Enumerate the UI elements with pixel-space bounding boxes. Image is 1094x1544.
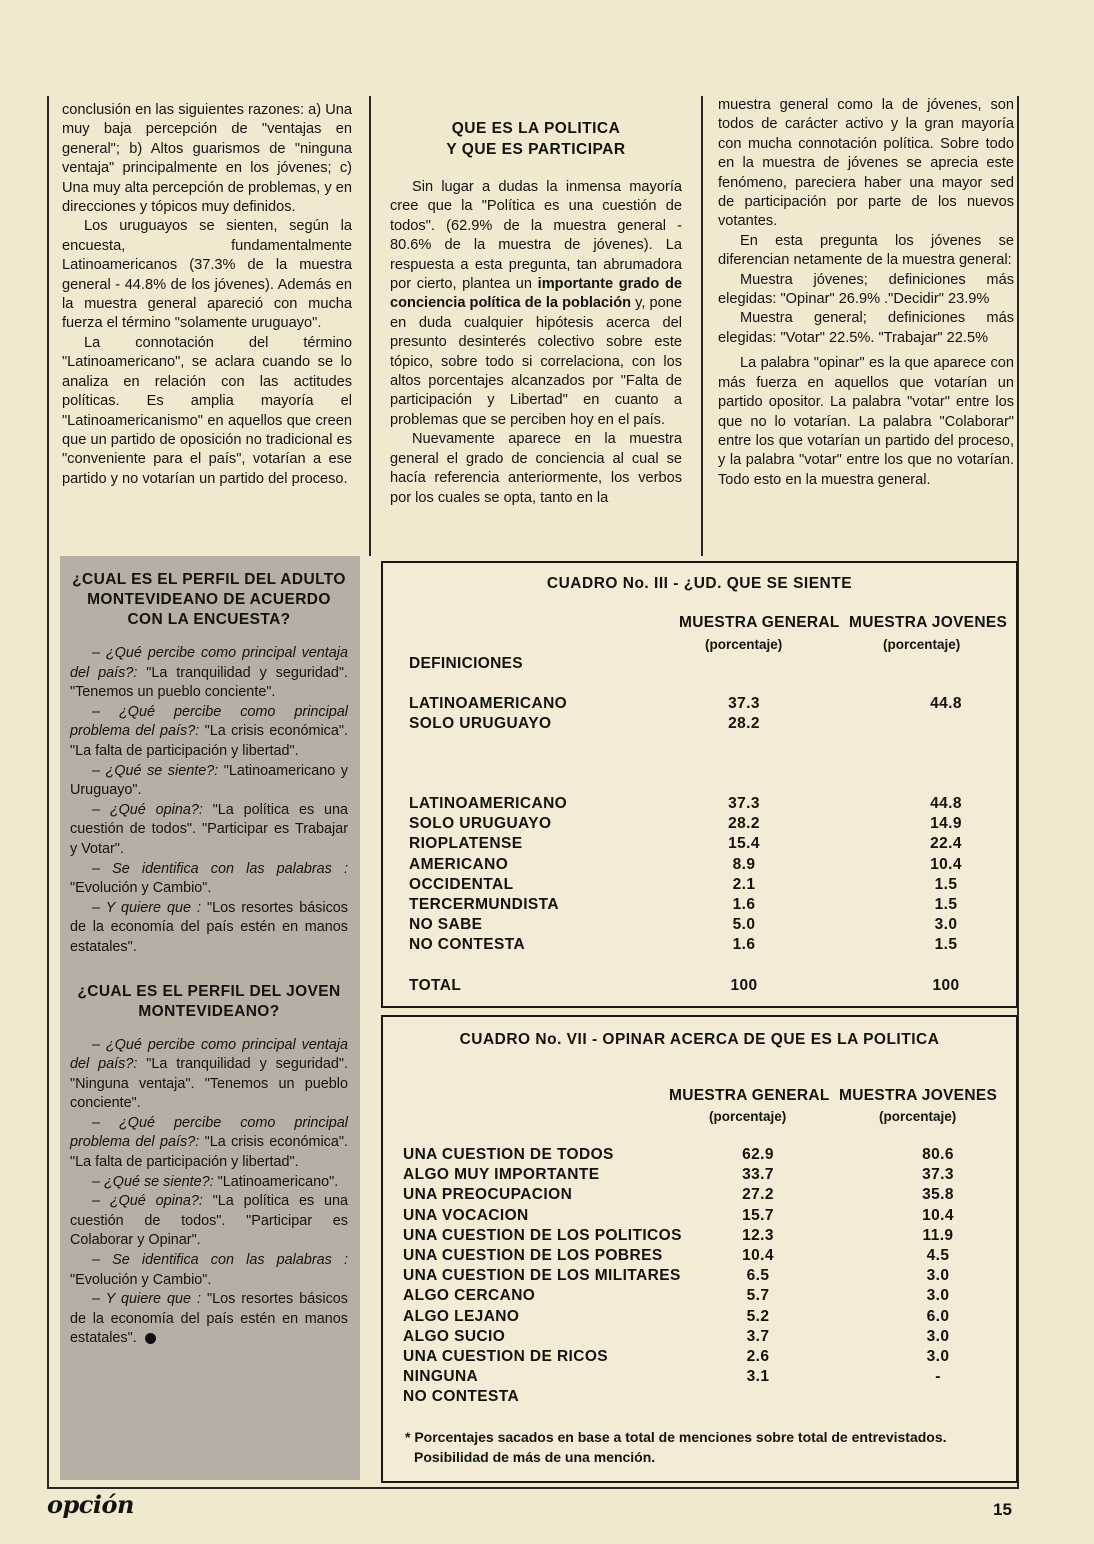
row-label: TOTAL [409, 977, 462, 994]
value-jovenes: 11.9 [922, 1226, 954, 1244]
paragraph: Muestra jóvenes; definiciones más elegidas: "Opinar" 26.9% ."Decidir" 23.9% [718, 271, 1014, 308]
frame-bottom-rule [47, 1487, 1017, 1489]
value-jovenes: 1.5 [934, 895, 958, 913]
paragraph: Nuevamente aparece en la muestra general el grado de conciencia al cual se hacía referencia anteriormente, los verbos por los cuales se opta, tanto en la [390, 431, 682, 506]
value-jovenes: 14.9 [930, 815, 962, 833]
value-general: 2.6 [746, 1347, 770, 1365]
value-general: 5.2 [746, 1307, 770, 1325]
value-jovenes: 6.0 [926, 1307, 950, 1325]
value-general: 6.5 [746, 1267, 770, 1285]
profile-answer: "Latinoamericano y Uruguayo". [70, 762, 348, 799]
profile-item [70, 860, 348, 899]
profile-answer: "Evolución y Cambio". [70, 1271, 212, 1288]
column-header-general: MUESTRA GENERAL [669, 1087, 830, 1104]
row-label: UNA VOCACION [403, 1206, 529, 1224]
paragraph: conclusión en las siguientes razones: a) Una muy baja percepción de "ventajas en general"; b) Altos guarismos de "ninguna ventaja" principalmente en los jóvenes; c) Una muy alta percepción de problemas, y en direcciones y tópicos muy definidos. [62, 102, 352, 216]
value-general: 3.1 [746, 1368, 770, 1386]
row-label: NO SABE [409, 916, 483, 934]
value-jovenes: 1.5 [934, 936, 958, 954]
profile-item [70, 762, 348, 801]
profile-answer: "Latinoamericano". [213, 1173, 339, 1190]
value-jovenes: - [935, 1368, 941, 1386]
value-general: 15.4 [728, 835, 760, 853]
profile-answer: "La política es una cuestión de todos". "Participar es Colaborar y Opinar". [70, 1193, 348, 1249]
profile-item [70, 1251, 348, 1290]
value-general: 8.9 [732, 855, 756, 873]
row-label: UNA CUESTION DE LOS POLITICOS [403, 1226, 682, 1244]
emphasis-text: importante grado de conciencia política de la población [390, 276, 682, 312]
value-general: 100 [730, 977, 758, 994]
column-header-jovenes: MUESTRA JOVENES [849, 614, 1008, 631]
profile-item [70, 1173, 348, 1193]
row-label: SOLO URUGUAYO [409, 715, 552, 733]
profile-item [70, 703, 348, 762]
profile-question: – ¿Qué percibe como principal problema del país?: [70, 703, 348, 740]
value-jovenes: 44.8 [930, 695, 962, 712]
value-general: 10.4 [742, 1246, 774, 1264]
profile-item [70, 644, 348, 703]
column-header-general: MUESTRA GENERAL [679, 614, 840, 631]
profile-question: – ¿Qué se siente?: [92, 762, 219, 779]
value-jovenes: 1.5 [934, 875, 958, 893]
profile-question: – ¿Qué percibe como principal ventaja del país?: [70, 645, 348, 681]
value-jovenes: 3.0 [926, 1267, 950, 1285]
profile-item [70, 1192, 348, 1251]
profile-answer: "La política es una cuestión de todos". "Participar es Trabajar y Votar". [70, 801, 348, 857]
column-header-jovenes: MUESTRA JOVENES [839, 1087, 998, 1104]
profile-question: – Se identifica con las palabras : [92, 1252, 348, 1269]
profile-question: – ¿Qué opina?: [92, 1193, 203, 1210]
value-general: 3.7 [746, 1327, 770, 1345]
profile-item [70, 1036, 348, 1114]
profile-question: – ¿Qué opina?: [92, 801, 203, 818]
sidebar-heading: ¿CUAL ES EL PERFIL DEL ADULTO MONTEVIDEANO DE ACUERDO CON LA ENCUESTA? [72, 571, 346, 628]
magazine-logo: opción [47, 1490, 134, 1519]
row-label: ALGO CERCANO [403, 1287, 536, 1305]
article-column-1 [62, 101, 352, 489]
row-label: NINGUNA [403, 1368, 479, 1386]
value-general: 33.7 [742, 1166, 774, 1184]
value-jovenes: 37.3 [922, 1166, 954, 1184]
article-column-2 [390, 118, 682, 508]
row-label: ALGO LEJANO [403, 1307, 520, 1325]
row-label: UNA CUESTION DE LOS MILITARES [403, 1267, 681, 1285]
row-label: UNA CUESTION DE TODOS [403, 1146, 614, 1163]
adult-profile-box [60, 570, 360, 958]
profile-question: – Y quiere que : [92, 899, 201, 916]
value-jovenes: 3.0 [934, 916, 958, 934]
unit-label: (porcentaje) [883, 637, 961, 652]
paragraph: muestra general como la de jóvenes, son todos de carácter activo y la gran mayoría con mucha connotación política. Sobre todo en la muestra de jóvenes se aprecia este fenómeno, pareciera haber una mayor sed de participación por parte de los nuevos votantes. [718, 97, 1014, 230]
value-jovenes: 22.4 [930, 835, 962, 853]
text-run: Sin lugar a dudas la inmensa mayoría cree que la "Política es una cuestión de todos". (62.9% de la muestra general - 80.6% de la muestra de jóvenes). La respuesta a esta pregunta, tan abrumadora por cierto, plantea un [390, 179, 682, 293]
row-label: UNA PREOCUPACION [403, 1186, 573, 1204]
unit-label: (porcentaje) [709, 1109, 787, 1124]
column-rule [701, 96, 703, 556]
row-label: LATINOAMERICANO [409, 795, 568, 812]
paragraph: Muestra general; definiciones más elegidas: "Votar" 22.5%. "Trabajar" 22.5% [718, 310, 1014, 346]
row-label: LATINOAMERICANO [409, 695, 568, 712]
value-jovenes: 3.0 [926, 1287, 950, 1305]
profile-answer: "Evolución y Cambio". [70, 880, 212, 897]
adult-profile-list [70, 644, 348, 958]
paragraph: Los uruguayos se sienten, según la encuesta, fundamentalmente Latinoamericanos (37.3% de la muestra general - 44.8% de los jóvenes). Además en la muestra general apareció con mucha fuerza el término "solamente uruguayo". [62, 218, 352, 332]
page-number: 15 [993, 1500, 1012, 1519]
value-general: 37.3 [728, 795, 760, 812]
row-label: AMERICANO [409, 855, 509, 873]
profile-question: – ¿Qué percibe como principal ventaja del país?: [70, 1036, 348, 1073]
profile-sidebar [60, 556, 360, 1480]
column-rule [369, 96, 371, 556]
profile-item [70, 801, 348, 860]
profile-answer: "La crisis económica". "La falta de participación y libertad". [70, 723, 348, 759]
value-general: 1.6 [732, 936, 756, 954]
table-cuadro-vii [381, 1015, 1018, 1483]
value-general: 5.0 [732, 916, 756, 934]
section-heading-line: Y QUE ES PARTICIPAR [446, 141, 626, 158]
value-jovenes: 100 [932, 977, 960, 994]
young-profile-list [70, 1036, 348, 1350]
profile-answer: "La tranquilidad y seguridad". "Tenemos un pueblo conciente". [70, 664, 348, 701]
row-label: TERCERMUNDISTA [409, 895, 559, 913]
paragraph [390, 178, 682, 430]
value-jovenes: 10.4 [922, 1206, 954, 1224]
value-general: 37.3 [728, 695, 760, 712]
row-header-label: DEFINICIONES [409, 655, 523, 672]
profile-answer: "La crisis económica". "La falta de participación y libertad". [70, 1134, 348, 1171]
profile-item [70, 899, 348, 958]
profile-question: – ¿Qué percibe como principal problema del país?: [70, 1114, 348, 1151]
profile-answer: "La tranquilidad y seguridad". "Ninguna ventaja". "Tenemos un pueblo conciente". [70, 1056, 348, 1112]
frame-left-rule [47, 96, 49, 1489]
row-label: OCCIDENTAL [409, 875, 514, 893]
value-general: 28.2 [728, 815, 760, 833]
value-jovenes: 3.0 [926, 1347, 950, 1365]
end-mark-icon [145, 1333, 156, 1344]
row-label: ALGO MUY IMPORTANTE [403, 1166, 600, 1184]
section-heading-line: QUE ES LA POLITICA [451, 120, 621, 137]
profile-answer: "Los resortes básicos de la economía del país estén en manos estatales". [70, 1291, 348, 1347]
unit-label: (porcentaje) [879, 1109, 957, 1124]
row-label: NO CONTESTA [409, 936, 526, 954]
footnote-line: Posibilidad de más de una mención. [414, 1449, 656, 1465]
value-jovenes: 3.0 [926, 1327, 950, 1345]
paragraph: La connotación del término "Latinoamericano", se aclara cuando se lo analiza en relación con las actitudes políticas. Es amplia mayoría el "Latinoamericanismo" en aquellos que creen que un partido de oposición no tradicional es "conveniente para el país", votarían a ese partido y no votarían un partido del proceso. [62, 334, 352, 487]
value-general: 2.1 [732, 875, 756, 893]
value-jovenes: 4.5 [926, 1246, 950, 1264]
value-general: 12.3 [742, 1226, 774, 1244]
value-jovenes: 35.8 [922, 1186, 954, 1204]
profile-answer: "Los resortes básicos de la economía del país estén en manos estatales". [70, 899, 348, 955]
unit-label: (porcentaje) [705, 637, 783, 652]
row-label: UNA CUESTION DE LOS POBRES [403, 1246, 663, 1264]
row-label: NO CONTESTA [403, 1388, 520, 1406]
value-jovenes: 10.4 [930, 855, 962, 873]
sidebar-heading: ¿CUAL ES EL PERFIL DEL JOVEN MONTEVIDEANO? [77, 982, 341, 1020]
value-general: 5.7 [746, 1287, 770, 1305]
young-profile-box [60, 982, 360, 1350]
paragraph: La palabra "opinar" es la que aparece con más fuerza en aquellos que votarían un partido opositor. La palabra "votar" entre los que no lo votarían. La palabra "Colaborar" entre los que votarían un partido del proceso, y la palabra "votar" entre los que no votarían. Todo esto en la muestra general. [718, 355, 1014, 488]
value-jovenes: 80.6 [922, 1146, 954, 1163]
value-general: 15.7 [742, 1206, 774, 1224]
profile-question: – ¿Qué se siente?: [92, 1173, 214, 1190]
row-label: UNA CUESTION DE RICOS [403, 1347, 609, 1365]
table-title: CUADRO No. III - ¿UD. QUE SE SIENTE [546, 575, 853, 592]
footnote-line: * Porcentajes sacados en base a total de menciones sobre total de entrevistados. [405, 1429, 947, 1445]
profile-question: – Y quiere que : [92, 1291, 201, 1308]
table-title: CUADRO No. VII - OPINAR ACERCA DE QUE ES LA POLITICA [459, 1031, 940, 1048]
table-footnote [405, 1427, 947, 1467]
value-general: 28.2 [728, 715, 760, 733]
text-run: y, pone en duda cualquier hipótesis acerca del presunto desinterés colectivo sobre este tópico, sobre todo si correlaciona, con los altos porcentajes alcanzados por "Falta de participación y Libertad" en cuanto a problemas que se perciben hoy en el país. [390, 295, 683, 428]
profile-item [70, 1290, 348, 1349]
row-label: RIOPLATENSE [409, 835, 523, 853]
paragraph: En esta pregunta los jóvenes se diferencian netamente de la muestra general: [718, 232, 1014, 269]
profile-item [70, 1114, 348, 1173]
table-cuadro-iii [381, 561, 1018, 1008]
value-jovenes: 44.8 [930, 795, 962, 812]
row-label: ALGO SUCIO [403, 1327, 506, 1345]
row-label: SOLO URUGUAYO [409, 815, 552, 833]
profile-question: – Se identifica con las palabras : [92, 860, 348, 877]
value-general: 27.2 [742, 1186, 774, 1204]
value-general: 62.9 [742, 1146, 774, 1163]
section-heading [390, 118, 682, 160]
value-general: 1.6 [732, 895, 756, 913]
article-column-3 [718, 96, 1014, 490]
